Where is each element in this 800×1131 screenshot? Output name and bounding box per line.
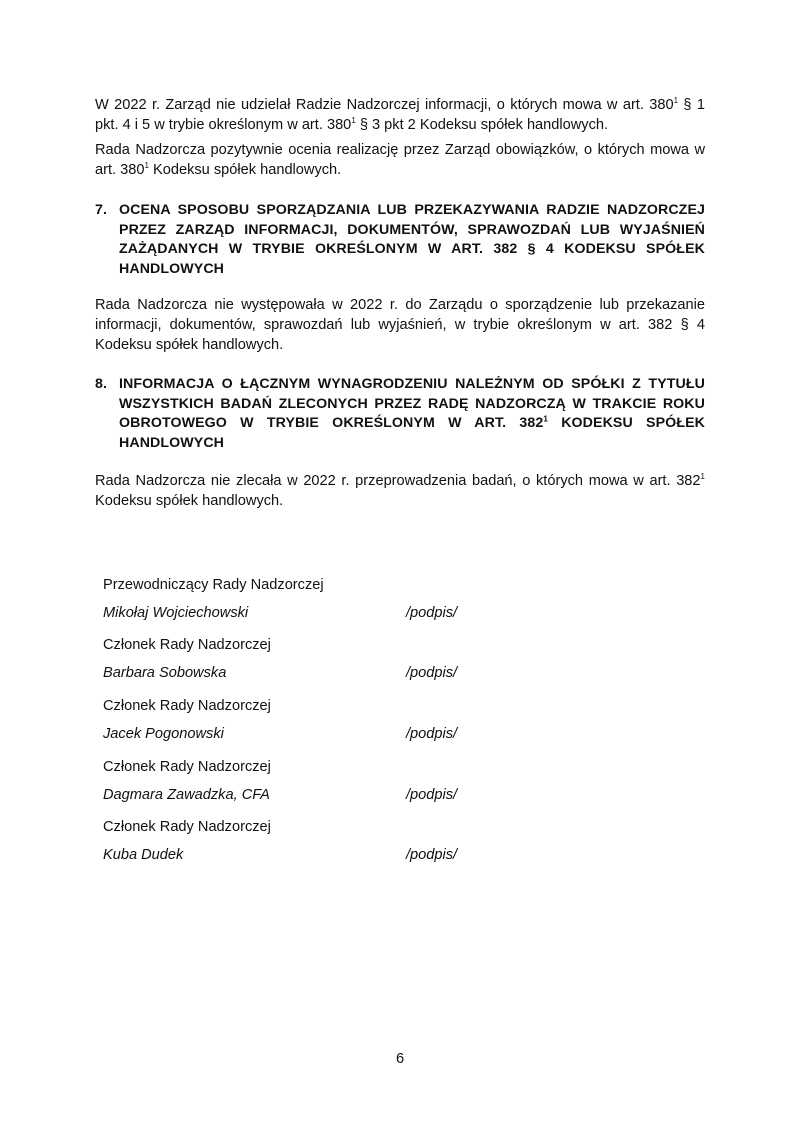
signature-mark: /podpis/ [406, 726, 458, 742]
superscript: 1 [351, 116, 356, 126]
section-heading-7 [95, 201, 705, 279]
signature-block-member [103, 817, 603, 865]
paragraph-text: Kodeksu spółek handlowych. [148, 162, 342, 178]
signatory-name: Jacek Pogonowski [103, 726, 224, 742]
section-number: 7. [95, 202, 108, 218]
signature-row [103, 845, 603, 865]
signatory-name: Barbara Sobowska [103, 665, 227, 681]
superscript: 1 [673, 96, 679, 106]
signature-mark: /podpis/ [406, 605, 458, 621]
signature-row [103, 724, 603, 744]
signature-role: Członek Rady Nadzorczej [103, 759, 271, 775]
section-title-text: KODEKSU SPÓŁEK HANDLOWYCH [119, 415, 705, 451]
superscript: 1 [543, 414, 548, 424]
signature-block-member [103, 757, 603, 805]
paragraph-text: W 2022 r. Zarząd nie udzielał Radzie Nadzorczej informacji, o których mowa w art. 380 [95, 97, 674, 113]
signature-mark: /podpis/ [406, 847, 458, 863]
signature-role: Członek Rady Nadzorczej [103, 698, 271, 714]
signatory-name: Kuba Dudek [103, 847, 184, 863]
signature-role: Członek Rady Nadzorczej [103, 637, 271, 653]
section-number: 8. [95, 376, 108, 392]
section-heading-8 [95, 375, 705, 453]
signature-block-member [103, 696, 603, 744]
paragraph-board-information [95, 95, 705, 135]
page-number: 6 [395, 1051, 405, 1067]
paragraph-text: Kodeksu spółek handlowych. [95, 493, 284, 509]
section-title [119, 375, 705, 453]
signature-role: Członek Rady Nadzorczej [103, 819, 271, 835]
section-title: OCENA SPOSOBU SPORZĄDZANIA LUB PRZEKAZYWANIA RADZIE NADZORCZEJ PRZEZ ZARZĄD INFORMACJI, DOKUMENTÓW, SPRAWOZDAŃ LUB WYJAŚNIEŃ ZAŻĄDANYCH W TRYBIE OKREŚLONYM W ART. 382 § 4 KODEKSU SPÓŁEK HANDLOWYCH [119, 202, 705, 277]
superscript: 1 [144, 161, 149, 171]
signature-row [103, 785, 603, 805]
section-title-text: INFORMACJA O ŁĄCZNYM WYNAGRODZENIU NALEŻNYM OD SPÓŁKI Z TYTUŁU WSZYSTKICH BADAŃ ZLECONYCH PRZEZ RADĘ NADZORCZĄ W TRAKCIE ROKU OBROTOWEGO W TRYBIE OKREŚLONYM W ART. 382 [119, 376, 705, 431]
signature-block-member [103, 635, 603, 683]
signature-role: Przewodniczący Rady Nadzorczej [103, 577, 324, 593]
signature-row [103, 603, 603, 623]
signature-mark: /podpis/ [406, 787, 458, 803]
paragraph-text: § 1 pkt. 4 i 5 w trybie określonym w art. 380 [95, 97, 705, 133]
signature-block-chairman [103, 575, 603, 623]
superscript: 1 [700, 472, 705, 482]
paragraph-text: Rada Nadzorcza nie zlecała w 2022 r. przeprowadzenia badań, o których mowa w art. 382 [95, 473, 701, 489]
signature-mark: /podpis/ [406, 665, 458, 681]
paragraph-no-studies [95, 471, 705, 511]
paragraph-text: Rada Nadzorcza pozytywnie ocenia realizację przez Zarząd obowiązków, o których mowa w art. 380 [95, 142, 705, 178]
signatory-name: Dagmara Zawadzka, CFA [103, 787, 270, 803]
signatory-name: Mikołaj Wojciechowski [103, 605, 249, 621]
paragraph-no-requests: Rada Nadzorcza nie występowała w 2022 r. do Zarządu o sporządzenie lub przekazanie informacji, dokumentów, sprawozdań lub wyjaśnień, w trybie określonym w art. 382 § 4 Kodeksu spółek handlowych. [95, 297, 705, 353]
signature-row [103, 663, 603, 683]
paragraph-board-assessment [95, 140, 705, 180]
paragraph-text: § 3 pkt 2 Kodeksu spółek handlowych. [355, 117, 609, 133]
